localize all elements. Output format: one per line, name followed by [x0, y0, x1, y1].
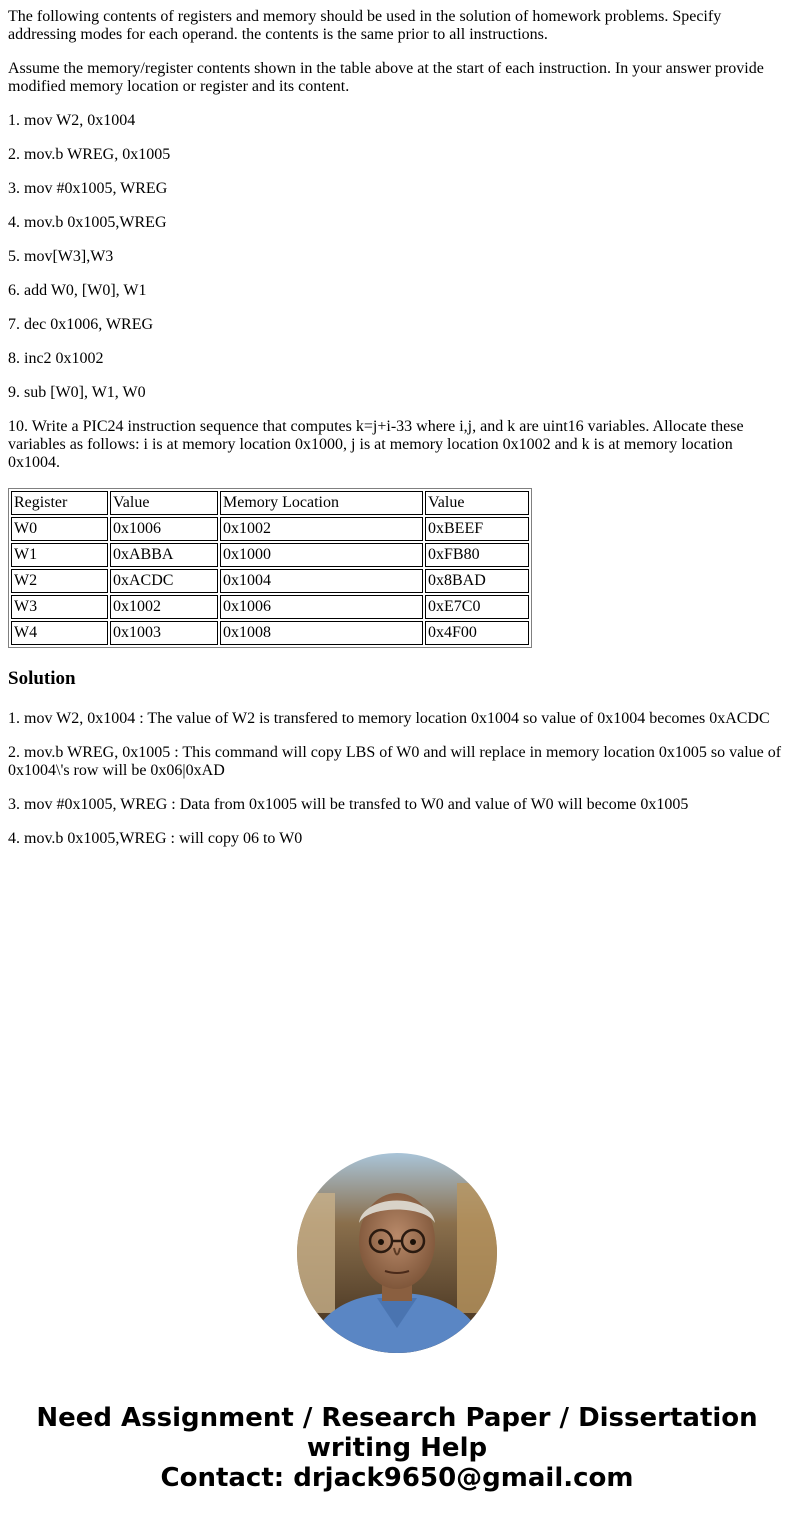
- answer-4: 4. mov.b 0x1005,WREG : will copy 06 to W0: [8, 830, 303, 847]
- table-row: [11, 621, 529, 645]
- answer-3: 3. mov #0x1005, WREG : Data from 0x1005 will be transfed to W0 and value of W0 will become 0x1005: [8, 796, 689, 813]
- register-value-cell: 0x1003: [110, 621, 218, 645]
- register-cell: W4: [11, 621, 108, 645]
- question-6: 6. add W0, [W0], W1: [8, 282, 147, 299]
- memory-location-cell: 0x1000: [220, 543, 423, 567]
- table-row: [11, 595, 529, 619]
- memory-value-cell: 0x8BAD: [425, 569, 529, 593]
- answer-2: 2. mov.b WREG, 0x1005 : This command will copy LBS of W0 and will replace in memory location 0x1005 so value of 0x1004\'s row will be 0x06|0xAD: [8, 744, 782, 779]
- promo-line-1: Need Assignment / Research Paper / Dissertation: [36, 1403, 758, 1433]
- question-9: 9. sub [W0], W1, W0: [8, 384, 146, 401]
- register-cell: W3: [11, 595, 108, 619]
- question-2: 2. mov.b WREG, 0x1005: [8, 146, 171, 163]
- register-value-cell: 0x1006: [110, 517, 218, 541]
- register-value-cell: 0xACDC: [110, 569, 218, 593]
- author-avatar: [297, 1153, 497, 1353]
- header-memory-location: Memory Location: [220, 491, 423, 515]
- memory-value-cell: 0xFB80: [425, 543, 529, 567]
- intro-paragraph-1: The following contents of registers and memory should be used in the solution of homework problems. Specify addressing modes for each operand. the contents is the same prior to all instructions.: [8, 8, 722, 43]
- header-register-value: Value: [110, 491, 218, 515]
- answer-1: 1. mov W2, 0x1004 : The value of W2 is transfered to memory location 0x1004 so value of 0x1004 becomes 0xACDC: [8, 710, 770, 727]
- memory-value-cell: 0xBEEF: [425, 517, 529, 541]
- intro-paragraph-2: Assume the memory/register contents shown in the table above at the start of each instruction. In your answer provide modified memory location or register and its content.: [8, 60, 764, 95]
- table-row: [11, 569, 529, 593]
- header-memory-value: Value: [425, 491, 529, 515]
- question-10: 10. Write a PIC24 instruction sequence that computes k=j+i-33 where i,j, and k are uint16 variables. Allocate these variables as follows: i is at memory location 0x1000, j is at memory location 0x1002 and k is at memory location 0x1004.: [8, 418, 744, 471]
- table-row: [11, 543, 529, 567]
- memory-value-cell: 0xE7C0: [425, 595, 529, 619]
- question-8: 8. inc2 0x1002: [8, 350, 104, 367]
- table-header-row: [11, 491, 529, 515]
- solution-heading: Solution: [8, 668, 76, 689]
- memory-value-cell: 0x4F00: [425, 621, 529, 645]
- author-photo: [297, 1153, 497, 1353]
- question-5: 5. mov[W3],W3: [8, 248, 114, 265]
- question-1: 1. mov W2, 0x1004: [8, 112, 136, 129]
- table-row: [11, 517, 529, 541]
- promo-line-2: writing Help: [306, 1433, 488, 1463]
- question-3: 3. mov #0x1005, WREG: [8, 180, 168, 197]
- question-7: 7. dec 0x1006, WREG: [8, 316, 154, 333]
- register-memory-table: [8, 488, 532, 648]
- register-value-cell: 0xABBA: [110, 543, 218, 567]
- register-value-cell: 0x1002: [110, 595, 218, 619]
- memory-location-cell: 0x1006: [220, 595, 423, 619]
- register-cell: W2: [11, 569, 108, 593]
- memory-location-cell: 0x1002: [220, 517, 423, 541]
- header-register: Register: [11, 491, 108, 515]
- register-cell: W1: [11, 543, 108, 567]
- promo-banner: [0, 1403, 794, 1493]
- promo-contact: Contact: drjack9650@gmail.com: [160, 1463, 634, 1493]
- question-4: 4. mov.b 0x1005,WREG: [8, 214, 167, 231]
- register-cell: W0: [11, 517, 108, 541]
- memory-location-cell: 0x1008: [220, 621, 423, 645]
- memory-location-cell: 0x1004: [220, 569, 423, 593]
